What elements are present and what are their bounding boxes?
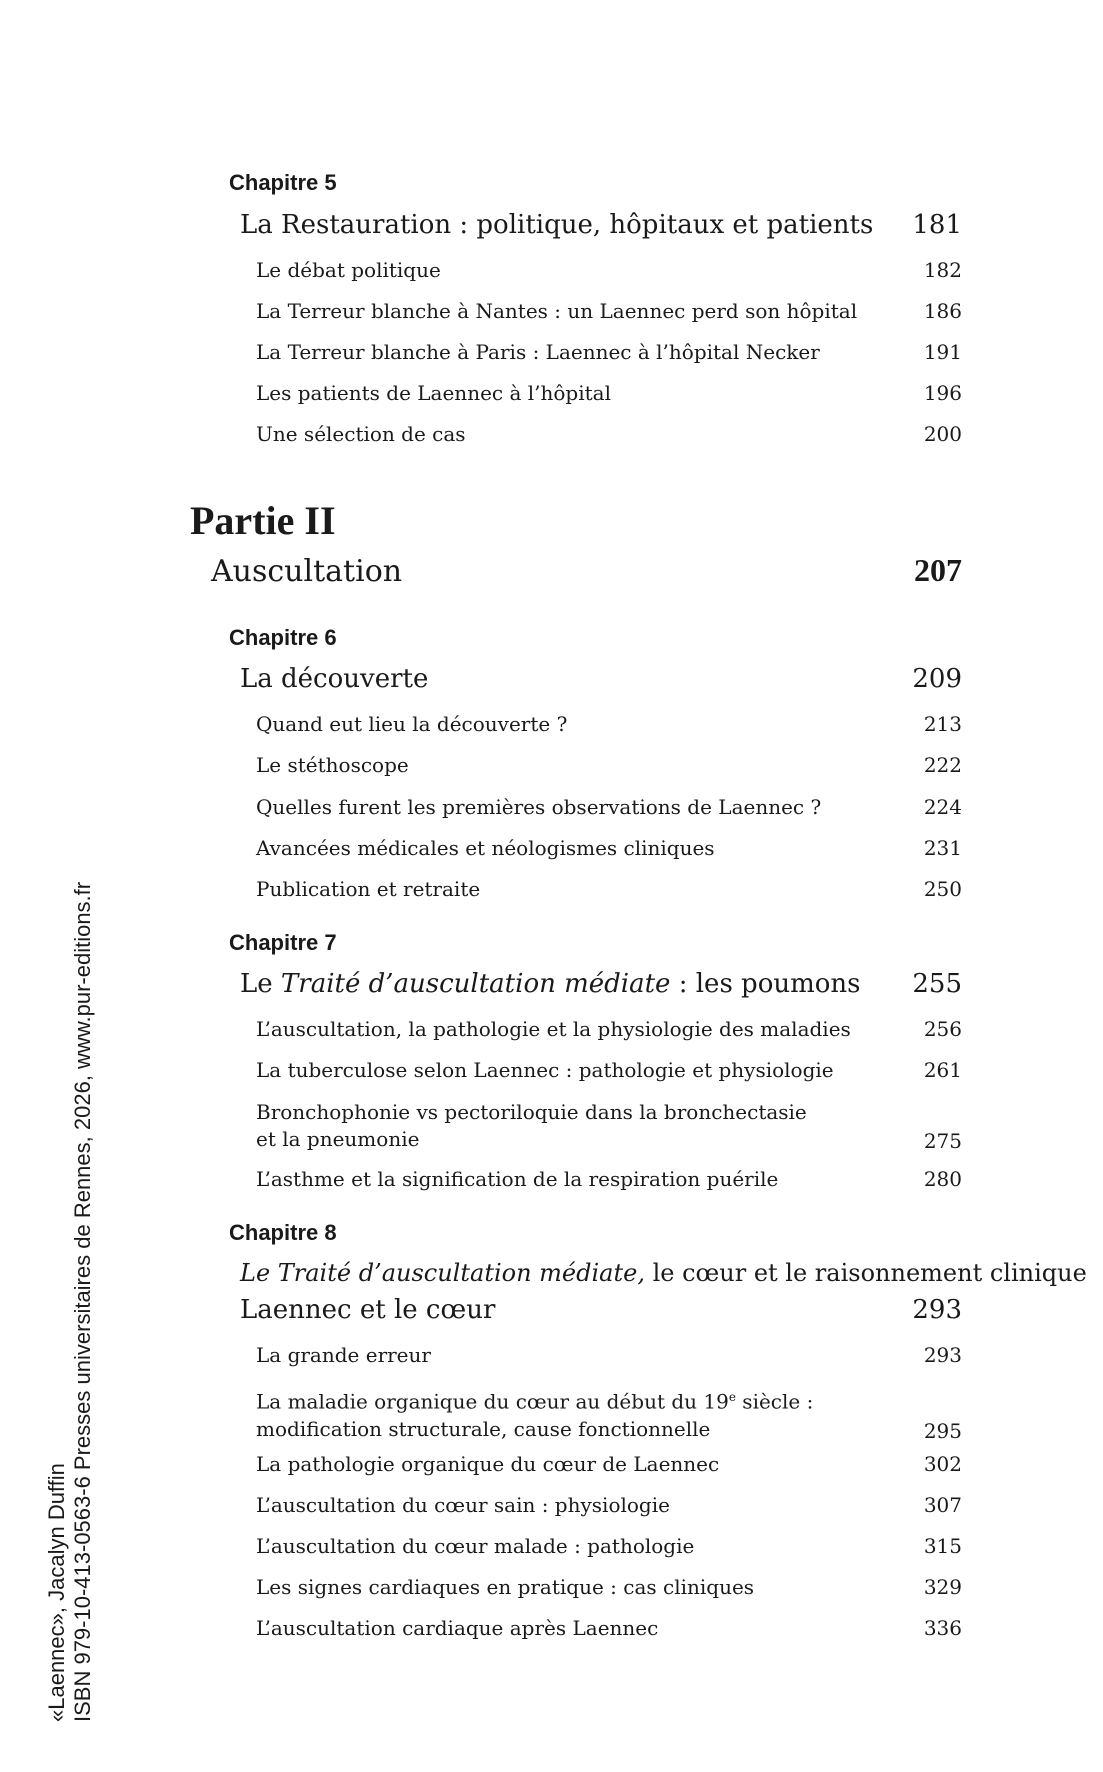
side-credit-line-2: ISBN 979-10-413-0563-6 Presses universitaires de Rennes, 2026, www.pur-editions.fr: [70, 881, 95, 1722]
section-row[interactable]: [256, 1493, 962, 1517]
page-number: 250: [923, 877, 962, 901]
section-row[interactable]: [256, 258, 962, 282]
section-row[interactable]: [256, 299, 962, 323]
page-number: 255: [912, 969, 962, 999]
section-row[interactable]: [256, 753, 962, 777]
chapter-7-label: Chapitre 7: [229, 930, 337, 955]
section-title: Bronchophonie vs pectoriloquie dans la bronchectasie et la pneumonie: [256, 1100, 807, 1151]
chapter-8-label: Chapitre 8: [229, 1220, 337, 1245]
section-title: Le débat politique: [256, 258, 441, 282]
chapter-5-title-row[interactable]: [240, 210, 962, 240]
page-number: 222: [923, 753, 962, 777]
page-number: 293: [912, 1295, 962, 1325]
section-title: L’auscultation du cœur sain : physiologie: [256, 1493, 670, 1517]
section-row[interactable]: [256, 1616, 962, 1640]
side-credit-line-1: «Laennec», Jacalyn Duffin: [44, 1463, 69, 1722]
part-label: Partie II: [190, 498, 336, 543]
section-title: Avancées médicales et néologismes cliniques: [256, 836, 715, 860]
section-title: La grande erreur: [256, 1343, 431, 1367]
page-number: 280: [923, 1167, 962, 1191]
page-number: 191: [923, 340, 962, 364]
chapter-8-title: Le Traité d’auscultation médiate, le cœur et le raisonnement clinique: [240, 1259, 1087, 1287]
page-number: 209: [912, 664, 962, 694]
chapter-8-subtitle-row[interactable]: [240, 1295, 962, 1325]
section-title: Les patients de Laennec à l’hôpital: [256, 381, 611, 405]
chapter-title: La découverte: [240, 664, 429, 694]
section-row[interactable]: [256, 422, 962, 446]
page-number: 196: [923, 381, 962, 405]
book-title-italic: Le Traité d’auscultation médiate,: [240, 1259, 645, 1287]
section-row[interactable]: [256, 1099, 962, 1153]
side-credit: [44, 882, 96, 1722]
section-row[interactable]: [256, 1534, 962, 1558]
page-number: 261: [923, 1058, 962, 1082]
section-title: L’auscultation, la pathologie et la physiologie des maladies: [256, 1017, 851, 1041]
page-number: 293: [923, 1343, 962, 1367]
chapter-title: La Restauration : politique, hôpitaux et patients: [240, 210, 874, 240]
page-number: 275: [923, 1129, 962, 1153]
page-number: 256: [923, 1017, 962, 1041]
section-title: Le stéthoscope: [256, 753, 409, 777]
section-title: Les signes cardiaques en pratique : cas cliniques: [256, 1575, 755, 1599]
section-row[interactable]: [256, 1017, 962, 1041]
section-row[interactable]: [256, 1167, 962, 1191]
page-number: 231: [923, 836, 962, 860]
page-number: 302: [923, 1452, 962, 1476]
section-row[interactable]: [256, 1452, 962, 1476]
page-number: 307: [923, 1493, 962, 1517]
section-row[interactable]: [256, 381, 962, 405]
section-title: L’auscultation du cœur malade : pathologie: [256, 1534, 695, 1558]
page-number: 181: [912, 210, 962, 240]
section-row[interactable]: [256, 1058, 962, 1082]
chapter-6-title-row[interactable]: [240, 664, 962, 694]
chapter-title: Le Traité d’auscultation médiate : les poumons: [240, 969, 861, 999]
section-title: Quelles furent les premières observations de Laennec ?: [256, 795, 822, 819]
chapter-5-label: Chapitre 5: [229, 170, 337, 195]
part-title: Auscultation: [211, 554, 403, 589]
page-number: 329: [923, 1575, 962, 1599]
section-row[interactable]: [256, 712, 962, 736]
section-title: Publication et retraite: [256, 877, 481, 901]
section-title: La Terreur blanche à Paris : Laennec à l’hôpital Necker: [256, 340, 820, 364]
section-title: La maladie organique du cœur au début du 19e siècle : modification structurale, cause fonctionnelle: [256, 1389, 814, 1441]
section-row[interactable]: [256, 340, 962, 364]
section-title: L’auscultation cardiaque après Laennec: [256, 1616, 659, 1640]
page-number: 182: [923, 258, 962, 282]
section-title: Une sélection de cas: [256, 422, 466, 446]
section-title: L’asthme et la signification de la respiration puérile: [256, 1167, 779, 1191]
section-title: La Terreur blanche à Nantes : un Laennec perd son hôpital: [256, 299, 858, 323]
section-title: Quand eut lieu la découverte ?: [256, 712, 568, 736]
page-number: 186: [923, 299, 962, 323]
section-row[interactable]: [256, 877, 962, 901]
section-row[interactable]: [256, 1575, 962, 1599]
chapter-subtitle: Laennec et le cœur: [240, 1295, 496, 1325]
page-number: 336: [923, 1616, 962, 1640]
page-number: 207: [914, 552, 962, 588]
section-row[interactable]: [256, 836, 962, 860]
section-title: La pathologie organique du cœur de Laennec: [256, 1452, 720, 1476]
section-row[interactable]: [256, 1384, 962, 1443]
page-number: 200: [923, 422, 962, 446]
part-title-row[interactable]: [211, 552, 962, 589]
section-title: La tuberculose selon Laennec : pathologie et physiologie: [256, 1058, 834, 1082]
page-number: 315: [923, 1534, 962, 1558]
chapter-7-title-row[interactable]: [240, 969, 962, 999]
page-number: 213: [923, 712, 962, 736]
chapter-6-label: Chapitre 6: [229, 625, 337, 650]
section-row[interactable]: [256, 795, 962, 819]
page-number: 224: [923, 795, 962, 819]
section-row[interactable]: [256, 1343, 962, 1367]
book-title-italic: Traité d’auscultation médiate: [280, 969, 671, 999]
page-number: 295: [923, 1418, 962, 1443]
